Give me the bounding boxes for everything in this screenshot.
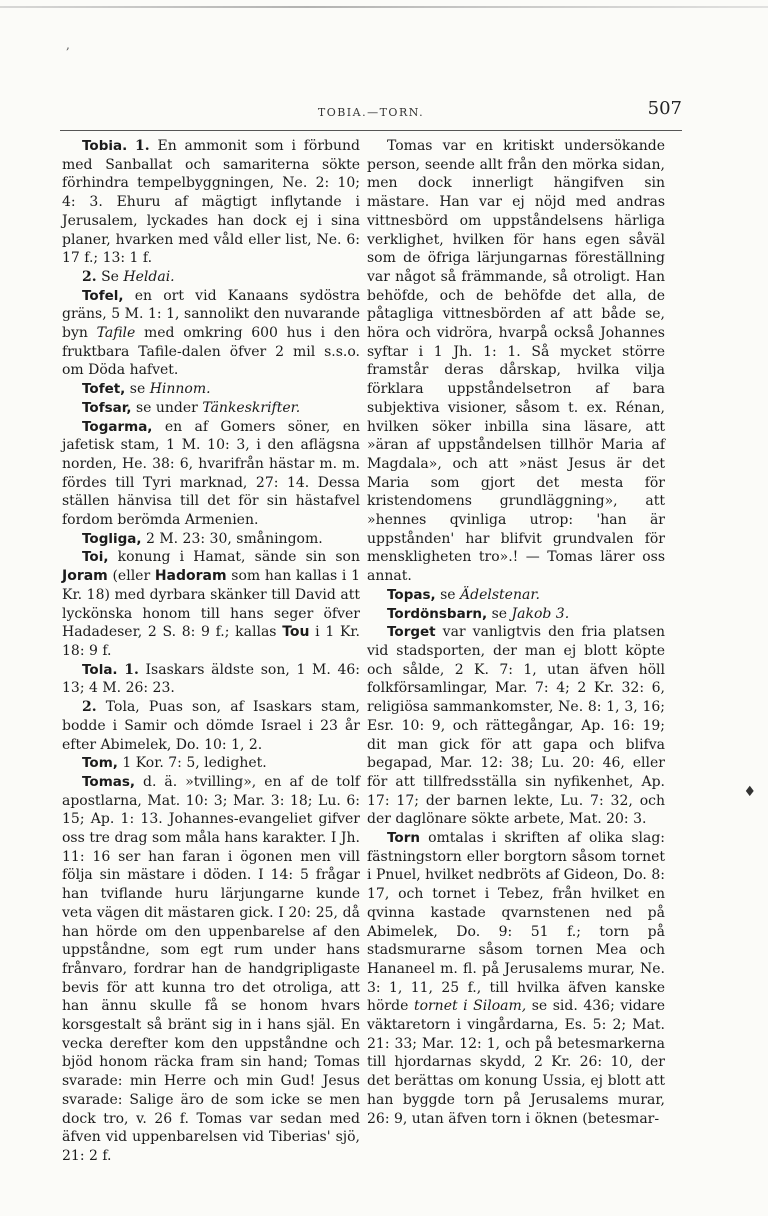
entry-tordonsbarn — [367, 605, 665, 624]
entry-togliga — [62, 530, 360, 549]
entry-text: i 1 Kr. 18: 9 f. — [62, 624, 361, 659]
entry-tobia-2 — [62, 268, 360, 287]
entry-text: konung i Hamat, sände sin son — [117, 549, 361, 566]
sense-number: 2. — [82, 699, 97, 716]
headword: Torn — [387, 830, 420, 847]
entry-tofet — [62, 380, 360, 399]
entry-text: se under — [135, 399, 198, 416]
entry-text: som han kallas i 1 Kr. 18) med dyrbara skänker till David att lyckönska honom till hans seger öfver Hadadeser, 2 S. 8: 9 f.; kallas — [62, 568, 360, 641]
bold-name: Joram — [62, 568, 108, 585]
entry-tom — [62, 754, 360, 773]
running-title: TOBIA.—TORN. — [317, 106, 425, 119]
cross-reference: Hinnom. — [149, 381, 211, 398]
entry-tola-1 — [62, 661, 360, 698]
headword: Tom, — [82, 755, 118, 772]
header-rule — [60, 130, 682, 131]
headword: Tofel, — [82, 287, 124, 304]
entry-torn — [367, 829, 665, 1128]
page-number: 507 — [647, 98, 682, 119]
entry-torget — [367, 623, 665, 829]
entry-text: en ort vid Kanaans sydöstra gräns, 5 M. 1: 1, sannolikt den nuvarande byn — [62, 287, 361, 342]
headword: Tordönsbarn, — [387, 605, 488, 622]
entry-tofel — [62, 287, 360, 381]
headword: Tofsar, — [82, 399, 132, 416]
entry-text: Isaskars äldste son, 1 M. 46: 13; 4 M. 26: 23. — [62, 661, 361, 697]
entry-text: (eller — [112, 568, 151, 585]
cross-reference: Ädelstenar. — [460, 586, 540, 603]
headword: Torget — [387, 624, 436, 641]
entry-text: se sid. 436; vidare väktaretorn i vingårdarna, Es. 5: 2; Mat. 21: 33; Mar. 12: 1, och på betesmarkerna till hjordarnas skydd, 2 Kr. 26: 10, der det berättas om konung Ussia, ej blott att han byggde torn på Jerusalems murar, 26: 9, utan äfven torn i öknen (betesmar- — [367, 998, 666, 1127]
left-column — [62, 137, 360, 1166]
sense-number: 1. — [135, 138, 150, 154]
headword: Tomas, — [82, 773, 136, 790]
bold-name: Hadoram — [154, 568, 227, 585]
italic-term: Tafile — [96, 325, 136, 342]
entry-text: se — [129, 381, 146, 398]
entry-tomas — [62, 773, 360, 1166]
headword: Tobia. — [82, 138, 128, 154]
cross-reference: Tänkeskrifter. — [202, 399, 301, 416]
entry-text: En ammonit som i förbund med Sanballat och samariterna sökte förhindra tempelbyggningen, Ne. 2: 10; 4: 3. Ehuru af mägtigt inflytande i Jerusalem, lyckades han dock ej i sina planer, hvarken med våld eller list, Ne. 6: 17 f.; 13: 1 f. — [62, 138, 361, 267]
entry-text: d. ä. »tvilling», en af de tolf apostlarna, Mat. 10: 3; Mar. 3: 18; Lu. 6: 15; Ap. 1: 13. Johannes-evangeliet gifver oss tre drag som måla hans karakter. I Jh. 11: 16 ser han faran i ögonen men vill följa sin mästare i döden. I 14: 5 frågar han tviflande huru lärjungarne kunde veta vägen dit mästaren gick. I 20: 25, då han hörde om den uppenbarelse af den uppståndne, som egt rum under hans frånvaro, fordrar han de handgripligaste bevis för att kunna tro det otroliga, att han ännu skulle få se honom hvars korsgestalt så bränt sig in i hans själ. En vecka derefter kom den uppståndne och bjöd honom räcka fram sin hand; Tomas svarade: min Herre och min Gud! Jesus svarade: Saligе äro de som icke se men dock tro, v. 26 f. Tomas var sedan med äfven vid uppenbarelsen vid Tiberias' sjö, 21: 2 f. — [62, 773, 360, 1164]
entry-topas — [367, 586, 665, 605]
right-column — [367, 137, 665, 1128]
entry-tobia-1 — [62, 137, 360, 268]
cross-reference: Heldai. — [123, 268, 175, 285]
sense-number: 2. — [82, 268, 97, 285]
headword: Tofet, — [82, 381, 126, 398]
entry-togarma — [62, 418, 360, 530]
entry-tomas-continued — [367, 137, 665, 586]
headword: Tola. — [82, 661, 118, 678]
entry-tola-2 — [62, 698, 360, 754]
bold-name: Tou — [282, 624, 310, 641]
entry-text: var vanligtvis den fria platsen vid stadsporten, der man ej blott köpte och sålde, 2 K. 7: 1, utan äfven höll folkförsamlingar, Mar. 7: 4; 2 Kr. 32: 6, religiösa sammankomster, Ne. 8: 1, 3, 16; Esr. 10: 9, och rättegångar, Ap. 16: 19; dit man gick för att gapa och blifva begapad, Mar. 12: 38; Lu. 20: 46, eller för att tillfredsställa sin nyfikenhet, Ap. 17: 17; der barnen lekte, Lu. 7: 32, och der daglönare sökte arbete, Mat. 20: 3. — [367, 624, 666, 828]
entry-text: 1 Kor. 7: 5, ledighet. — [122, 755, 267, 772]
stray-mark: , — [66, 38, 70, 52]
entry-text: 2 M. 23: 30, småningom. — [145, 530, 323, 547]
entry-text: en af Gomers söner, en jafetisk stam, 1 M. 10: 3, i den aflägsna norden, He. 38: 6, hvarifrån hästar m. m. fördes till Tyri marknad, 27: 14. Dessa ställen hänvisa till det för sin hästafvel fordom berömda Armenien. — [62, 418, 360, 529]
entry-text: se — [491, 605, 508, 622]
headword: Toi, — [82, 549, 109, 566]
entry-tofsar — [62, 399, 360, 418]
headword: Topas, — [387, 586, 436, 603]
italic-term: tornet i Siloam, — [413, 998, 527, 1015]
entry-toi — [62, 548, 360, 660]
margin-mark: ♦ — [743, 784, 756, 800]
entry-text: Se — [101, 268, 119, 285]
page-header — [60, 98, 682, 130]
scan-edge-line — [0, 6, 768, 8]
entry-text: se — [440, 586, 456, 603]
entry-text: Tomas var en kritiskt undersökande person, seende allt från den mörka sidan, men dock innerligt hängifven sin mästare. Han var ej nöjd med andras vittnesbörd om uppståndelsens härliga verklighet, hvilken för hans egen såväl som de öfriga lärjungarnas föreställning var något så främmande, så otroligt. Han behöfde, och de behöfde det alla, de påtagliga vittnesbörden af att både se, höra och vidröra, hvarpå också Johannes syftar i 1 Jh. 1: 1. Så mycket större framstår deras dårskap, hvilka vilja förklara uppståndelsetron af bara subjektiva visioner, såsom t. ex. Rénan, hvilken söker inbilla sina läsare, att »äran af uppståndelsen tillhör Maria af Magdala», och att »näst Jesus är det Maria som gjort det mesta för kristendomens grundläggning», att »hennes qvinliga utrop: 'han är uppstånden' har blifvit grundvalen för menskligheten tro».! — Tomas lärer oss annat. — [367, 138, 665, 585]
entry-text: omtalas i skriften af olika slag: fästningstorn eller borgtorn såsom tornet i Pnuel, hvilket nedbröts af Gideon, Do. 8: 17, och tornet i Tebez, från hvilket en qvinna kastade qvarnstenen ned på Abimelek, Do. 9: 51 f.; torn på stadsmurarne såsom tornen Mea och Hananeel m. fl. på Jerusalems murar, Ne. 3: 1, 11, 25 f., till hvilka äfven kanske hörde — [367, 830, 666, 1015]
cross-reference: Jakob 3. — [511, 605, 570, 622]
headword: Togarma, — [82, 418, 153, 435]
headword: Togliga, — [82, 530, 142, 547]
entry-text: med omkring 600 hus i den fruktbara Tafile-dalen öfver 2 mil s.s.o. om Döda hafvet. — [62, 325, 361, 379]
sense-number: 1. — [124, 661, 139, 678]
entry-text: Tola, Puas son, af Isaskars stam, bodde i Samir och dömde Israel i 23 år efter Abimelek, Do. 10: 1, 2. — [62, 699, 360, 753]
